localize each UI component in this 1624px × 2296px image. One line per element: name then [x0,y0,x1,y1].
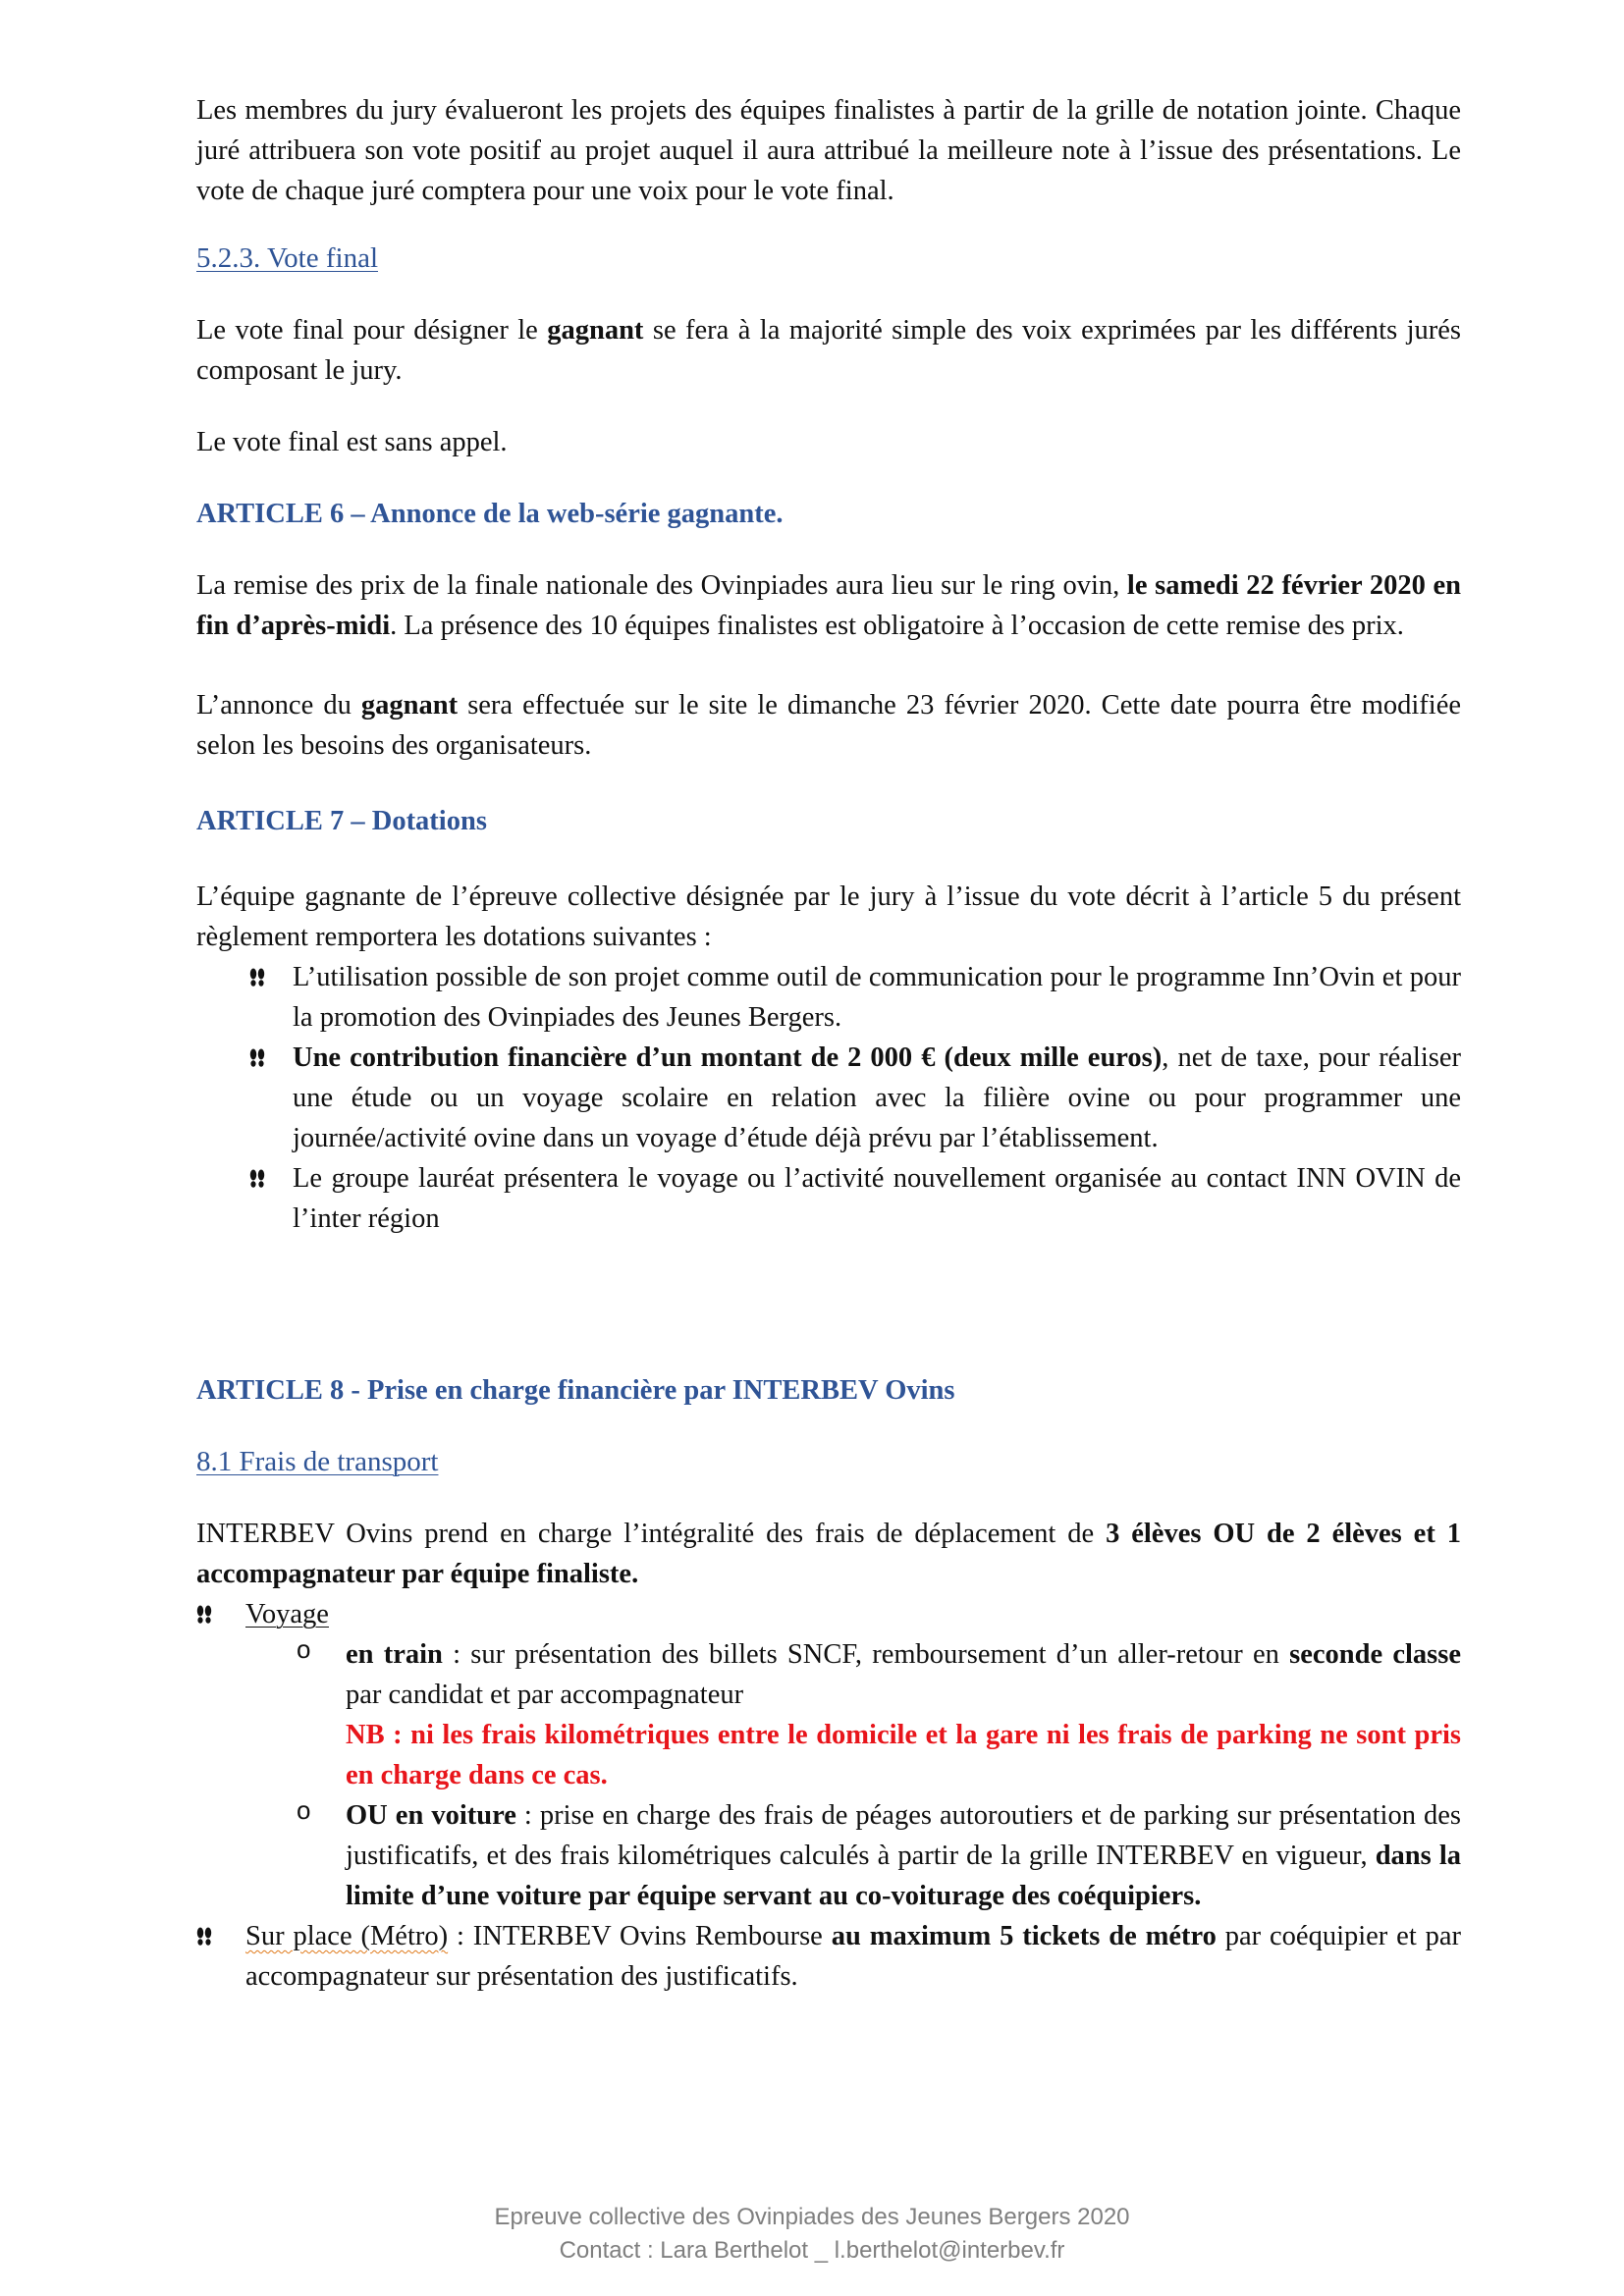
vote-sans-appel-paragraph: Le vote final est sans appel. [196,427,508,457]
footprint-bullet-icon [249,1048,265,1068]
text-run: . La présence des 10 équipes finalistes est obligatoire à l’occasion de cette remise des prix. [390,611,1404,641]
footprint-bullet-icon [249,1169,265,1189]
sur-place-label: Sur place (Métro) [245,1921,449,1951]
transport-list-2 [196,1916,1461,1997]
article-6-heading: ARTICLE 6 – Annonce de la web-série gagnante. [196,499,784,529]
list-item-sur-place [196,1916,1461,1997]
voiture-paragraph [346,1795,1461,1916]
dotations-intro-paragraph: L’équipe gagnante de l’épreuve collective désignée par le jury à l’issue du vote décrit à l’article 5 du présent règlement remportera les dotations suivantes : [196,881,1461,952]
remise-des-prix-paragraph [196,565,1461,646]
intro-paragraph: Les membres du jury évalueront les projets des équipes finalistes à partir de la grille de notation jointe. Chaque juré attribuera son vote positif au projet auquel il aura attribué la meilleure note à l’issue des présentations. Le vote de chaque juré comptera pour une voix pour le vote final. [196,95,1461,206]
text-run: : sur présentation des billets SNCF, remboursement d’un aller-retour en [442,1639,1290,1670]
article-7-heading: ARTICLE 7 – Dotations [196,806,487,836]
text-run: L’annonce du [196,690,361,721]
circle-bullet-icon: o [297,1795,311,1825]
nb-warning: NB : ni les frais kilométriques entre le domicile et la gare ni les frais de parking ne sont pris en charge dans ce cas. [346,1720,1461,1790]
footer-contact: Contact : Lara Berthelot _ l.berthelot@interbev.fr [559,2237,1065,2264]
text-run: Le vote final pour désigner le [196,315,548,346]
text-run: , net de taxe, pour réaliser une étude ou un voyage scolaire en relation avec la filière ovine ou pour programmer une journée/activité ovine dans un voyage d’étude déjà prévu par l’établissement. [293,1042,1461,1153]
list-item-train [196,1634,1461,1795]
text-run: INTERBEV Ovins prend en charge l’intégralité des frais de déplacement de [196,1519,1107,1549]
section-5-2-3-heading [196,239,1461,279]
text-run-bold: dans la limite d’une voiture par équipe servant au co-voiturage des coéquipiers. [346,1841,1461,1911]
dotation-item-2 [293,1038,1461,1158]
text-run: par candidat et par accompagnateur [346,1680,744,1710]
voyage-options-list [196,1634,1461,1916]
text-run-bold: 3 élèves OU de 2 élèves et 1 accompagnateur par équipe finaliste. [196,1519,1461,1589]
list-item-voyage [196,1594,1461,1634]
section-8-1-title: 8.1 Frais de transport [196,1446,439,1477]
list-item [196,1038,1461,1158]
text-run-bold: au maximum 5 tickets de métro [831,1921,1217,1951]
dotation-item-1: L’utilisation possible de son projet comme outil de communication pour le programme Inn’Ovin et pour la promotion des Ovinpiades des Jeunes Bergers. [293,962,1461,1033]
text-run: par coéquipier et par accompagnateur sur présentation des justificatifs. [245,1921,1462,1992]
article-8-heading: ARTICLE 8 - Prise en charge financière par INTERBEV Ovins [196,1375,955,1406]
footer-line-1: Epreuve collective des Ovinpiades des Jeunes Bergers 2020 [494,2204,1130,2230]
text-run-bold: en train [346,1639,443,1670]
voyage-label-text: Voyage [245,1599,329,1629]
text-run-bold: OU en voiture [346,1800,516,1831]
text-run-bold: seconde classe [1289,1639,1461,1670]
frais-deplacement-paragraph [196,1514,1461,1594]
section-5-2-3-title: 5.2.3. Vote final [196,242,379,274]
page-content [196,90,1461,1997]
text-run: sera effectuée sur le site le dimanche 23 février 2020. Cette date pourra être modifiée selon les besoins des organisateurs. [196,690,1462,761]
text-run-bold: gagnant [547,315,644,346]
text-run: : prise en charge des frais de péages autoroutiers et de parking sur présentation des justificatifs, et des frais kilométriques calculés à partir de la grille INTERBEV en vigueur, [346,1800,1461,1871]
dotation-item-3: Le groupe lauréat présentera le voyage ou l’activité nouvellement organisée au contact INN OVIN de l’inter région [293,1163,1461,1234]
list-item [196,957,1461,1038]
train-paragraph [346,1634,1461,1795]
footprint-bullet-icon [196,1605,212,1625]
voyage-label [245,1594,1461,1634]
text-run-bold: Une contribution financière d’un montant de 2 000 € (deux mille euros) [293,1042,1163,1073]
list-item-voiture [196,1795,1461,1916]
list-item [196,1158,1461,1239]
page-footer [0,2201,1624,2268]
footprint-bullet-icon [249,968,265,988]
text-run-bold: gagnant [360,690,459,721]
sur-place-paragraph [245,1916,1461,1997]
footprint-bullet-icon [196,1927,212,1947]
transport-list [196,1594,1461,1634]
text-run: : INTERBEV Ovins Rembourse [448,1921,832,1951]
dotations-list [196,957,1461,1239]
annonce-gagnant-paragraph [196,685,1461,766]
circle-bullet-icon: o [297,1634,311,1664]
section-8-1-heading [196,1442,1461,1482]
text-run: La remise des prix de la finale nationale des Ovinpiades aura lieu sur le ring ovin, [196,570,1127,601]
text-run: se fera à la majorité simple des voix exprimées par les différents jurés composant le jury. [196,315,1461,386]
text-run-bold: le samedi 22 février 2020 en fin d’après-midi [196,570,1461,641]
vote-final-paragraph [196,310,1461,391]
